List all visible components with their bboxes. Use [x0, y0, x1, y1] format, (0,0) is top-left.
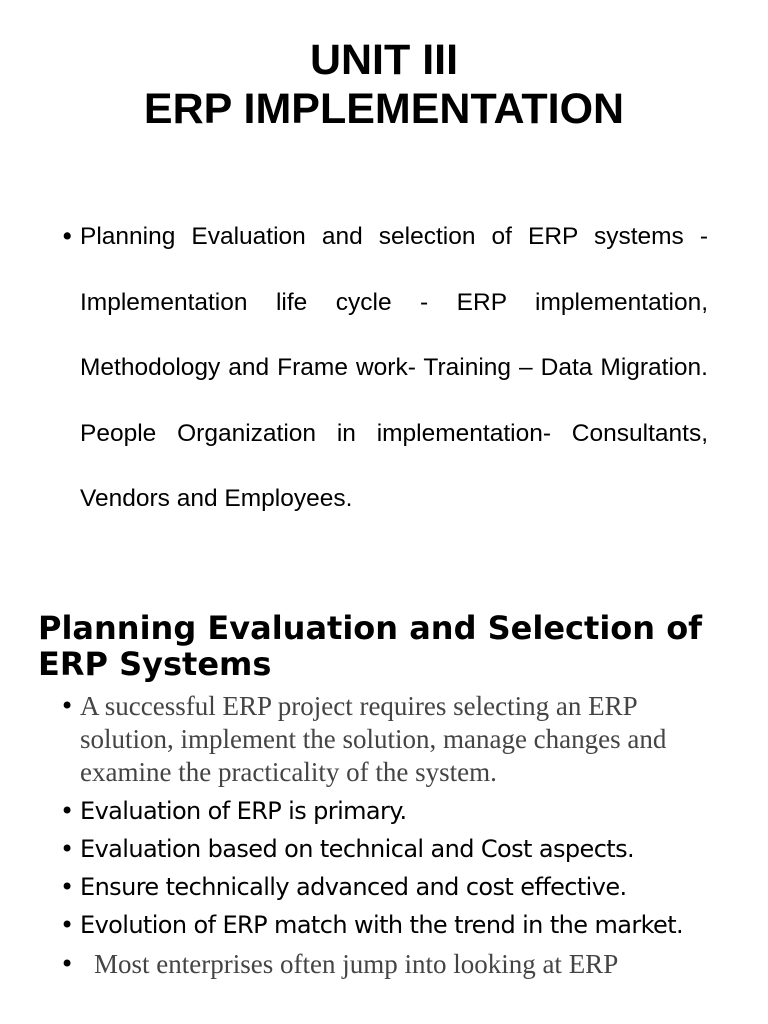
unit-topic: ERP IMPLEMENTATION — [143, 85, 625, 133]
bullet-icon: • — [60, 950, 75, 978]
bullet-icon: • — [60, 835, 74, 863]
point-text: A successful ERP project requires selecting an ERP solution, implement the solution, manage changes and examine the practicality of the system. — [80, 691, 667, 787]
list-item — [60, 948, 710, 981]
syllabus-list — [60, 204, 708, 532]
bullet-icon: • — [60, 222, 75, 251]
point-text: Evolution of ERP match with the trend in the market. — [80, 911, 684, 939]
page-title — [0, 36, 768, 134]
bullet-icon: • — [60, 692, 75, 720]
list-item — [60, 796, 710, 827]
point-text: Most enterprises often jump into looking at ERP — [94, 949, 619, 979]
syllabus-item — [60, 204, 708, 532]
bullet-icon: • — [60, 797, 74, 825]
syllabus-text: Planning Evaluation and selection of ERP systems - Implementation life cycle - ERP implementation, Methodology and Frame work- Training – Data Migration. People Organization in implementation- Consultants, Vendors and Employees. — [80, 223, 708, 512]
unit-number: UNIT III — [309, 36, 459, 84]
point-text: Evaluation based on technical and Cost aspects. — [80, 835, 635, 863]
bullet-icon: • — [60, 911, 74, 939]
point-text: Evaluation of ERP is primary. — [80, 797, 407, 825]
list-item — [60, 834, 710, 865]
section-heading: Planning Evaluation and Selection of ERP Systems — [38, 609, 703, 683]
list-item — [60, 872, 710, 903]
list-item — [60, 910, 710, 941]
list-item — [60, 690, 710, 789]
bullet-icon: • — [60, 873, 74, 901]
section-points-list — [60, 690, 710, 988]
point-text: Ensure technically advanced and cost effective. — [80, 873, 627, 901]
